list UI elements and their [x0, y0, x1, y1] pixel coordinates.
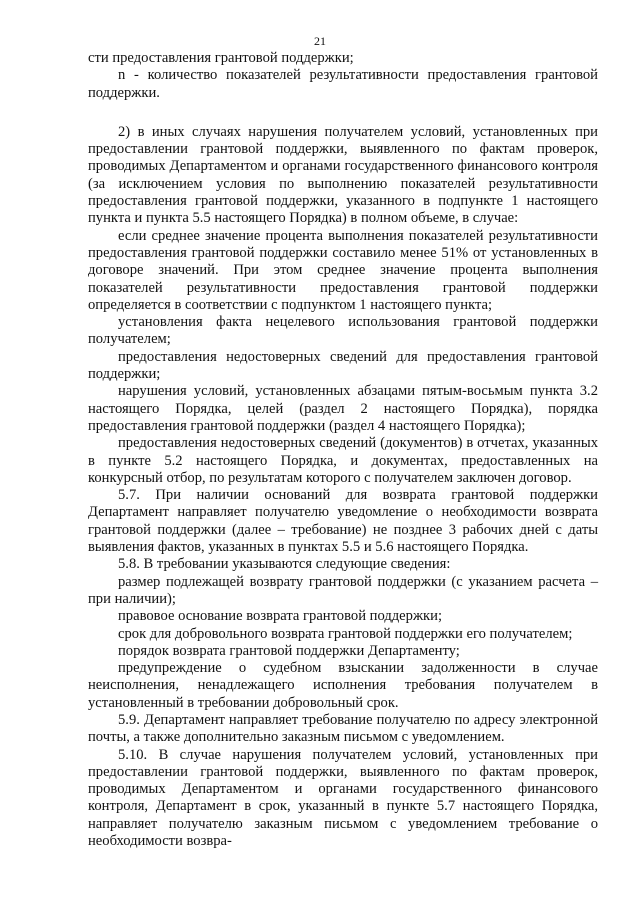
paragraph-variable-n: n - количество показателей результативности предоставления грантовой поддержки. — [88, 67, 598, 101]
paragraph-deadline: срок для добровольного возврата грантовой поддержки его получателем; — [118, 625, 573, 642]
paragraph-5-9: 5.9. Департамент направляет требование получателю по адресу электронной почты, а также дополнительно заказным письмом с уведомлением. — [88, 711, 598, 746]
paragraph-average-percent: если среднее значение процента выполнения показателей результативности предоставления грантовой поддержки составило менее 51% от установленных в договоре значений. При этом среднее значение процента выполнения показателей результативности предоставления грантовой поддержки определяется в соответствии с подпунктом 1 настоящего пункта; — [88, 227, 598, 313]
paragraph-misuse: установления факта нецелевого использования грантовой поддержки получателем; — [88, 314, 598, 348]
paragraph-amount: размер подлежащей возврату грантовой поддержки (с указанием расчета – при наличии); — [88, 573, 598, 607]
paragraph-case-2: 2) в иных случаях нарушения получателем условий, установленных при предоставлении грантовой поддержки, выявленного по фактам проверок, проводимых Департаментом и органами государственного финансового контроля (за исключением условия по выполнению показателей результативности предоставления грантовой поддержки, указанного в подпункте 1 настоящего пункта и пункта 5.5 настоящего Порядка) в полном объеме, в случае: — [88, 123, 598, 227]
paragraph-legal-basis: правовое основание возврата грантовой поддержки; — [118, 608, 442, 625]
paragraph-violation-conditions: нарушения условий, установленных абзацами пятым-восьмым пункта 3.2 настоящего Порядка, целей (раздел 2 настоящего Порядка), порядка предоставления грантовой поддержки (раздел 4 настоящего Порядка); — [88, 383, 598, 434]
document-body — [88, 50, 598, 850]
paragraph-false-info: предоставления недостоверных сведений для предоставления грантовой поддержки; — [88, 348, 598, 383]
paragraph-5-8: 5.8. В требовании указываются следующие сведения: — [118, 556, 451, 573]
paragraph-5-10: 5.10. В случае нарушения получателем условий, установленных при предоставлении грантовой поддержки, выявленного по фактам проверок, проводимых Департаментом и органами государственного финансового контроля, Департамент в срок, указанный в пункте 5.7 настоящего Порядка, направляет получателю заказным письмом с уведомлением требование о необходимости возвра- — [88, 746, 598, 850]
paragraph-return-procedure: порядок возврата грантовой поддержки Департаменту; — [118, 642, 460, 659]
page-number: 21 — [314, 34, 326, 48]
paragraph-continuation: сти предоставления грантовой поддержки; — [88, 50, 354, 66]
paragraph-5-7: 5.7. При наличии оснований для возврата грантовой поддержки Департамент направляет получателю уведомление о необходимости возврата грантовой поддержки (далее – требование) не позднее 3 рабочих дней с даты выявления фактов, указанных в пунктах 5.5 и 5.6 настоящего Порядка. — [88, 487, 598, 556]
paragraph-false-reports: предоставления недостоверных сведений (документов) в отчетах, указанных в пункте 5.2 настоящего Порядка, и документах, предоставленных на конкурсный отбор, по результатам которого с получателем заключен договор. — [88, 435, 598, 486]
paragraph-court-warning: предупреждение о судебном взыскании задолженности в случае неисполнения, ненадлежащего исполнения требования получателем в установленный в требовании добровольный срок. — [88, 660, 598, 711]
